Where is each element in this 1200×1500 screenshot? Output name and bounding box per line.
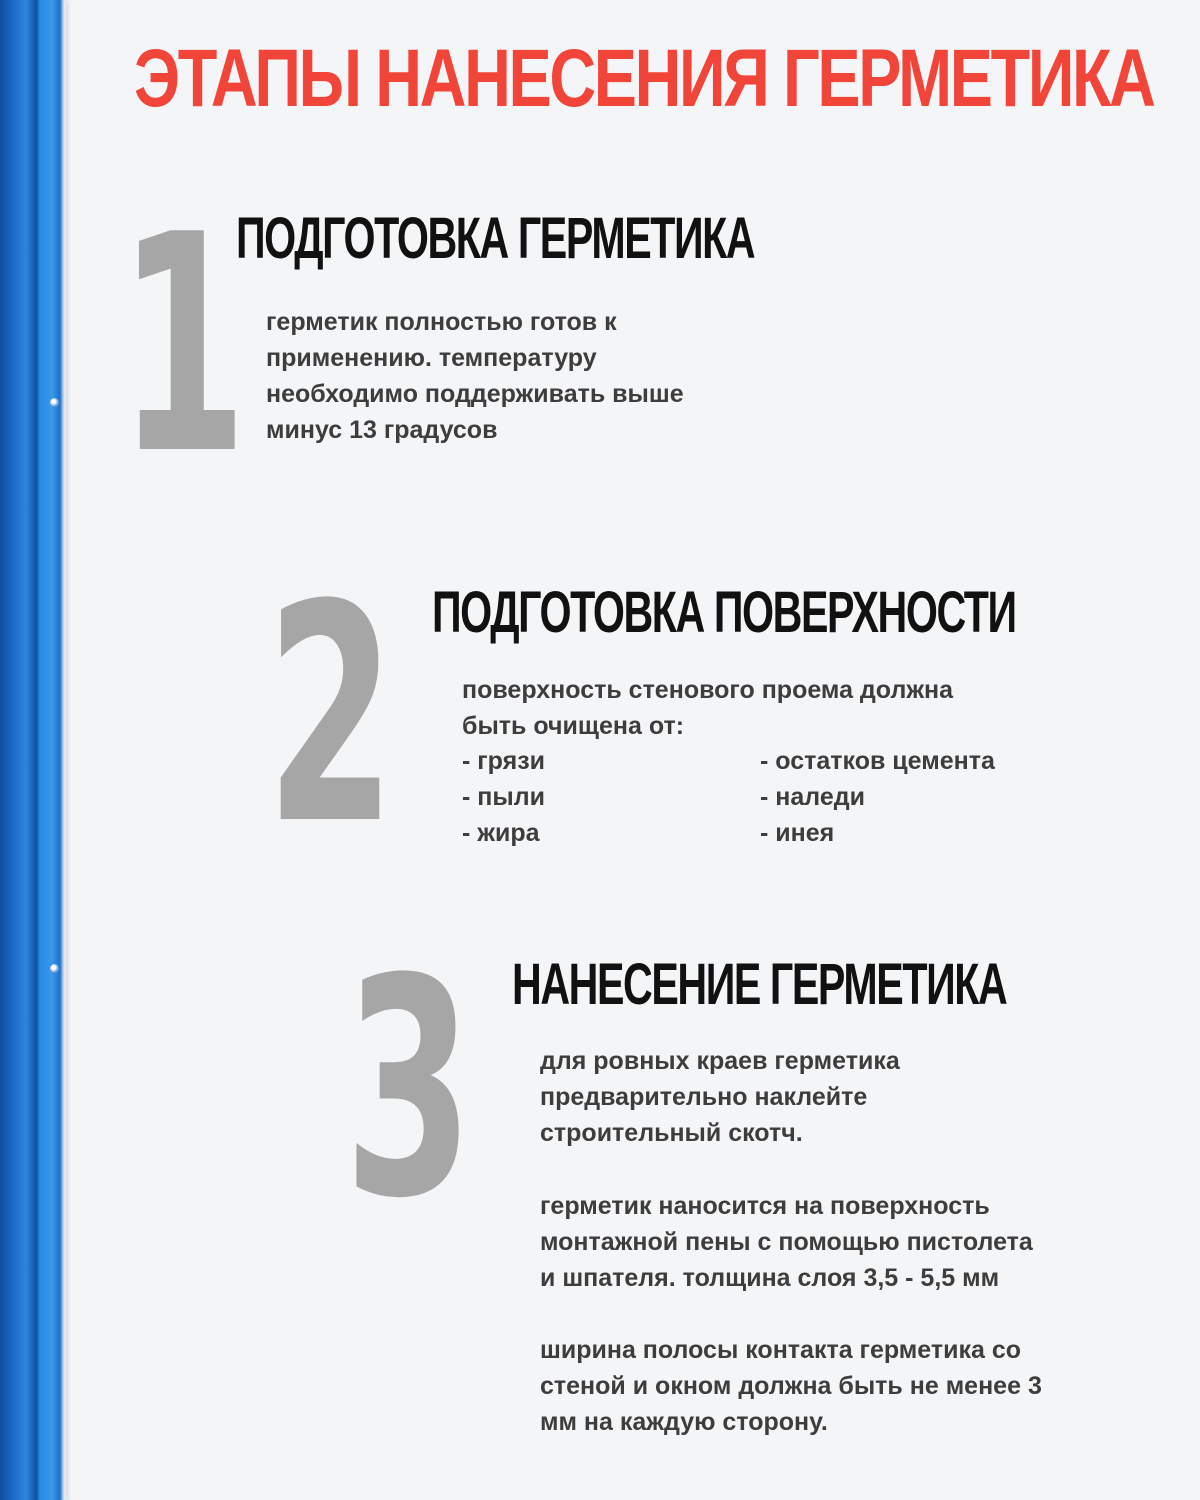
blue-metal-strip [0,0,66,1500]
text-line: применению. температуру [266,344,597,372]
bolt-icon [50,398,59,407]
page-title: ЭТАПЫ НАНЕСЕНИЯ ГЕРМЕТИКА [134,33,1154,124]
step-description [266,304,684,448]
text-line: ширина полосы контакта герметика со [540,1336,1022,1364]
text-line: поверхность стенового проема должна [462,676,954,704]
step-number: 2 [266,541,396,890]
text-line: герметик полностью готов к [266,308,617,336]
text-line: герметик наносится на поверхность [540,1192,990,1220]
text-line: для ровных краев герметика [540,1047,900,1075]
list-item: - жира [462,819,540,847]
list-item: - остатков цемента [760,747,995,775]
text-line: предварительно наклейте [540,1083,868,1111]
list-item: - пыли [462,783,545,811]
text-line: минус 13 градусов [266,416,498,444]
step-title: ПОДГОТОВКА ГЕРМЕТИКА [236,206,755,271]
step-description [462,672,953,744]
list-item: - наледи [760,783,865,811]
step-title: НАНЕСЕНИЕ ГЕРМЕТИКА [512,952,1007,1017]
text-line: монтажной пены с помощью пистолета [540,1228,1033,1256]
list-item: - грязи [462,747,546,775]
text-line: быть очищена от: [462,712,685,740]
step-number: 1 [118,171,248,520]
text-line: строительный скотч. [540,1119,803,1147]
step-title: ПОДГОТОВКА ПОВЕРХНОСТИ [432,580,1016,645]
text-line: и шпателя. толщина слоя 3,5 - 5,5 мм [540,1264,1000,1292]
list-item: - инея [760,819,835,847]
contaminants-list-right [760,743,995,851]
contaminants-list-left [462,743,545,851]
step-paragraph [540,1188,1033,1296]
step-paragraph [540,1043,900,1151]
step-number: 3 [344,915,474,1264]
step-paragraph [540,1332,1042,1440]
text-line: мм на каждую сторону. [540,1408,828,1436]
bolt-icon [50,964,59,973]
text-line: стеной и окном должна быть не менее 3 [540,1372,1042,1400]
text-line: необходимо поддерживать выше [266,380,684,408]
